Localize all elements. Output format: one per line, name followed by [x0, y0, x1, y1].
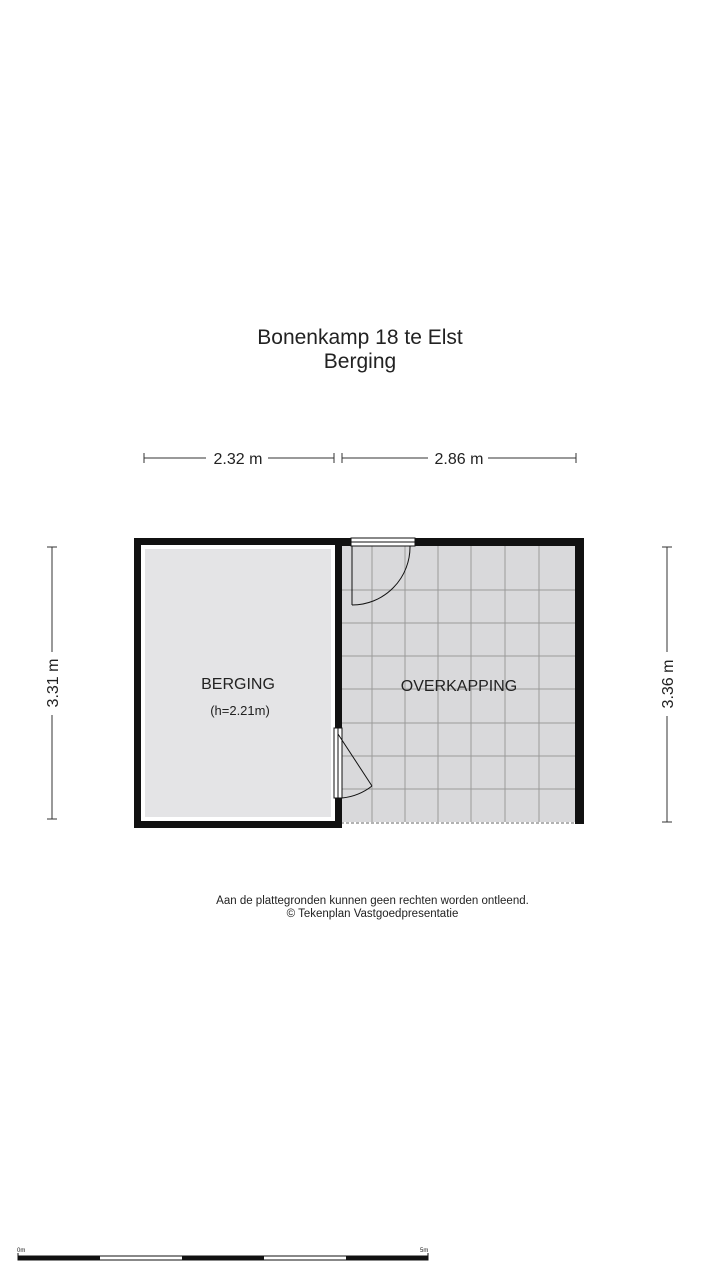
- footer-disclaimer: Aan de plattegronden kunnen geen rechten worden ontleend.: [216, 895, 529, 907]
- dimension-label-left: 3.31 m: [45, 658, 62, 708]
- plan-subtitle: Berging: [323, 350, 397, 373]
- room-height-berging: (h=2.21m): [210, 703, 270, 718]
- window: [351, 538, 415, 546]
- footer-copyright: © Tekenplan Vastgoedpresentatie: [286, 908, 459, 920]
- room-label-overkapping: OVERKAPPING: [400, 678, 518, 695]
- dimension-label-right: 3.36 m: [660, 659, 677, 709]
- plan-title: Bonenkamp 18 te Elst: [257, 326, 463, 349]
- room-label-berging: BERGING: [201, 676, 275, 693]
- dimension-label-top-right: 2.86 m: [434, 451, 484, 468]
- scale-bar: [18, 1253, 428, 1260]
- scale-bar-start-label: 0m: [17, 1248, 26, 1254]
- scale-bar-end-label: 5m: [420, 1248, 429, 1254]
- dimension-label-top-left: 2.32 m: [213, 451, 263, 468]
